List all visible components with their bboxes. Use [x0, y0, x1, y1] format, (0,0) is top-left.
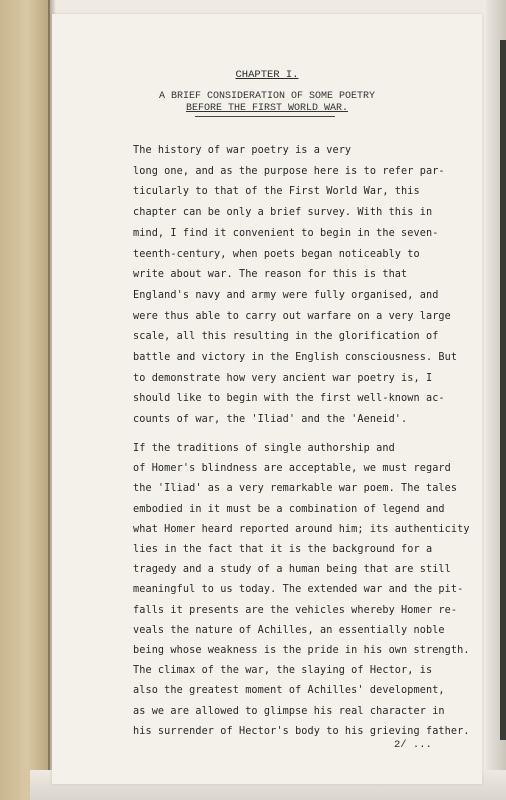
paragraph2-line: falls it presents are the vehicles whereby Homer re- — [133, 604, 458, 616]
paragraph1-line: scale, all this resulting in the glorification of — [133, 331, 439, 343]
paragraph2-line: as we are allowed to glimpse his real character in — [133, 705, 445, 717]
heading-underline — [195, 116, 335, 117]
paragraph2-line: what Homer heard reported around him; its authenticity — [133, 523, 470, 535]
paragraph2-line: If the traditions of single authorship and — [133, 443, 395, 454]
paragraph1-line: England's navy and army were fully organised, and — [133, 289, 439, 301]
section-heading-line-1: A BRIEF CONSIDERATION OF SOME POETRY — [158, 91, 376, 102]
paragraph2-line: lies in the fact that it is the background for a — [133, 544, 433, 555]
section-heading-line-2: BEFORE THE FIRST WORLD WAR. — [185, 103, 349, 114]
paragraph1-line: to demonstrate how very ancient war poetry is, I — [133, 372, 433, 384]
paragraph2-line: The climax of the war, the slaying of Hector, is — [133, 665, 433, 677]
paragraph2-line: also the greatest moment of Achilles' development, — [133, 685, 445, 697]
facing-page-edge — [0, 0, 50, 800]
paragraph2-line: tragedy and a study of a human being that are still — [133, 564, 451, 576]
paragraph1-line: write about war. The reason for this is that — [133, 269, 408, 281]
page-stack-edge — [486, 0, 506, 800]
paragraph1-line: long one, and as the purpose here is to refer par- — [133, 165, 445, 177]
paragraph1-line: teenth-century, when poets began noticeably to — [133, 248, 420, 260]
paragraph1-line: mind, I find it convenient to begin in the seven- — [133, 227, 439, 239]
paragraph2-line: meaningful to us today. The extended war and the pit- — [133, 584, 464, 596]
paragraph2-line: of Homer's blindness are acceptable, we must regard — [133, 463, 451, 475]
paragraph2-line: embodied in it must be a combination of legend and — [133, 503, 445, 515]
paragraph1-line: The history of war poetry is a very — [133, 145, 352, 156]
paragraph1-line: battle and victory in the English consciousness. But — [133, 352, 458, 363]
paragraph2-line: being whose weakness is the pride in his own strength. — [133, 645, 470, 656]
paragraph1-line: chapter can be only a brief survey. With this in — [133, 207, 433, 219]
paragraph2-line: his surrender of Hector's body to his grieving father. — [133, 725, 470, 737]
paragraph1-line: were thus able to carry out warfare on a very large — [133, 310, 451, 322]
paragraph1-line: counts of war, the 'Iliad' and the 'Aeneid'. — [133, 414, 408, 426]
typewritten-page — [52, 14, 482, 784]
paragraph1-line: should like to begin with the first well-known ac- — [133, 393, 445, 405]
page-number: 2/ ... — [394, 739, 432, 751]
paragraph2-line: the 'Iliad' as a very remarkable war poem. The tales — [133, 483, 458, 495]
paragraph2-line: veals the nature of Achilles, an essentially noble — [133, 624, 445, 636]
section-heading — [52, 91, 482, 115]
chapter-title: CHAPTER I. — [235, 69, 299, 81]
book-cover-edge — [500, 40, 506, 740]
paragraph1-line: ticularly to that of the First World War, this — [133, 186, 420, 198]
